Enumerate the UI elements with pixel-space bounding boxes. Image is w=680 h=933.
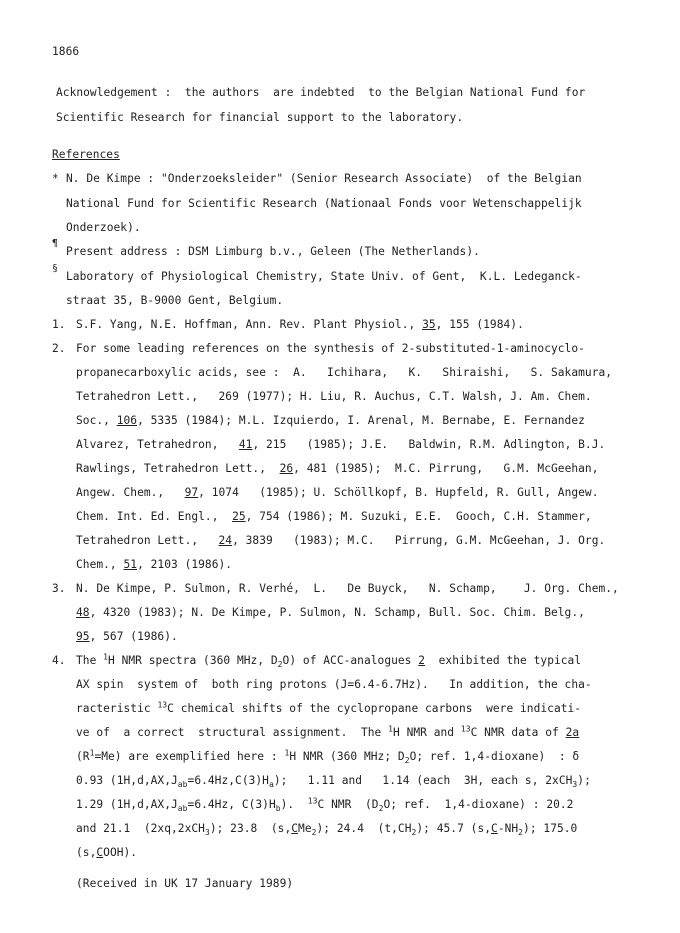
ref-4-line-3: racteristic $^{13}$C chemical shifts of the cyclopropane carbons were indicati- [76, 700, 582, 715]
ref-3-line-1: N. De Kimpe, P. Sulmon, R. Verhé, L. De Buyck, N. Schamp, J. Org. Chem., [76, 582, 619, 595]
note-section-line-1: Laboratory of Physiological Chemistry, State Univ. of Gent, K.L. Ledeganck- [66, 270, 582, 283]
section-marker: § [52, 263, 59, 274]
note-star-line-3: Onderzoek). [66, 221, 141, 234]
ref-2-line-9: Tetrahedron Lett., 24, 3839 (1983); M.C. Pirrung, G.M. McGeehan, J. Org. [76, 534, 606, 547]
acknowledgement-line-2: Scientific Research for financial support to the laboratory. [56, 111, 464, 124]
ref-2-line-10: Chem., 51, 2103 (1986). [76, 558, 233, 571]
ref-2-line-8: Chem. Int. Ed. Engl., 25, 754 (1986); M. Suzuki, E.E. Gooch, C.H. Stammer, [76, 510, 592, 523]
references-heading: References [52, 148, 120, 161]
note-star-line-2: National Fund for Scientific Research (Nationaal Fonds voor Wetenschappelijk [66, 197, 582, 210]
ref-4-line-1: The $^1$H NMR spectra (360 MHz, $D_2O$) of ACC-analogues 2 exhibited the typical [76, 652, 582, 670]
ref-2-line-3: Tetrahedron Lett., 269 (1977); H. Liu, R. Auchus, C.T. Walsh, J. Am. Chem. [76, 390, 592, 403]
ref-4-line-5: $(R^1=Me)$ are exemplified here : $^1$H NMR (360 MHz; $D_2O$; ref. 1,4-dioxane) : δ [76, 748, 580, 766]
ref-4-number: 4. [52, 654, 66, 667]
acknowledgement-line-1: Acknowledgement : the authors are indebted to the Belgian National Fund for [56, 86, 586, 99]
page-number: 1866 [52, 45, 80, 58]
ref-2-line-7: Angew. Chem., 97, 1074 (1985); U. Schöllkopf, B. Hupfeld, R. Gull, Angew. [76, 486, 599, 499]
ref-1-number: 1. [52, 318, 66, 331]
ref-3-line-3: 95, 567 (1986). [76, 630, 178, 643]
ref-2-line-6: Rawlings, Tetrahedron Lett., 26, 481 (1985); M.C. Pirrung, G.M. McGeehan, [76, 462, 599, 475]
ref-3-number: 3. [52, 582, 66, 595]
ref-4-line-6: 0.93 $(1H,d,AX,J_{ab}=6.4Hz,C(3)H_a)$; 1.11 and 1.14 (each 3H, each s, 2xCH$_3$); [76, 774, 591, 790]
ref-4-line-9: (s,COOH). [76, 846, 138, 859]
ref-3-line-2: 48, 4320 (1983); N. De Kimpe, P. Sulmon, N. Schamp, Bull. Soc. Chim. Belg., [76, 606, 585, 619]
note-star-line-1: N. De Kimpe : "Onderzoeksleider" (Senior Research Associate) of the Belgian [66, 172, 582, 185]
ref-2-line-2: propanecarboxylic acids, see : A. Ichihara, K. Shiraishi, S. Sakamura, [76, 366, 613, 379]
ref-4-line-2: AX spin system of both ring protons (J=6.4-6.7Hz). In addition, the cha- [76, 678, 592, 691]
ref-2-line-4: Soc., 106, 5335 (1984); M.L. Izquierdo, I. Arenal, M. Bernabe, E. Fernandez [76, 414, 585, 427]
received-date: (Received in UK 17 January 1989) [76, 877, 294, 890]
ref-2-number: 2. [52, 342, 66, 355]
ref-4-line-8: and 21.1 (2xq,2xCH$_3$); 23.8 (s,CMe$_2$); 24.4 $(t,CH_2)$; 45.7 $(s,C-NH_2)$; 175.0 [76, 822, 578, 838]
pilcrow-marker: ¶ [52, 238, 59, 249]
note-section-line-2: straat 35, B-9000 Gent, Belgium. [66, 294, 284, 307]
ref-4-line-4: ve of a correct structural assignment. The $^1$H NMR and $^{13}$C NMR data of 2a [76, 724, 580, 739]
star-marker: * [52, 172, 59, 185]
ref-1-text: S.F. Yang, N.E. Hoffman, Ann. Rev. Plant Physiol., 35, 155 (1984). [76, 318, 524, 331]
ref-4-line-7: 1.29 ($1H,d,AX,J_{ab}=6.4Hz$, $C(3)H_b$). $^{13}$C NMR ($D_2O$; ref. 1,4-dioxane) : 20.2 [76, 796, 574, 814]
ref-2-line-1: For some leading references on the synthesis of 2-substituted-1-aminocyclo- [76, 342, 585, 355]
ref-2-line-5: Alvarez, Tetrahedron, 41, 215 (1985); J.E. Baldwin, R.M. Adlington, B.J. [76, 438, 606, 451]
note-pilcrow-line-1: Present address : DSM Limburg b.v., Geleen (The Netherlands). [66, 245, 480, 258]
